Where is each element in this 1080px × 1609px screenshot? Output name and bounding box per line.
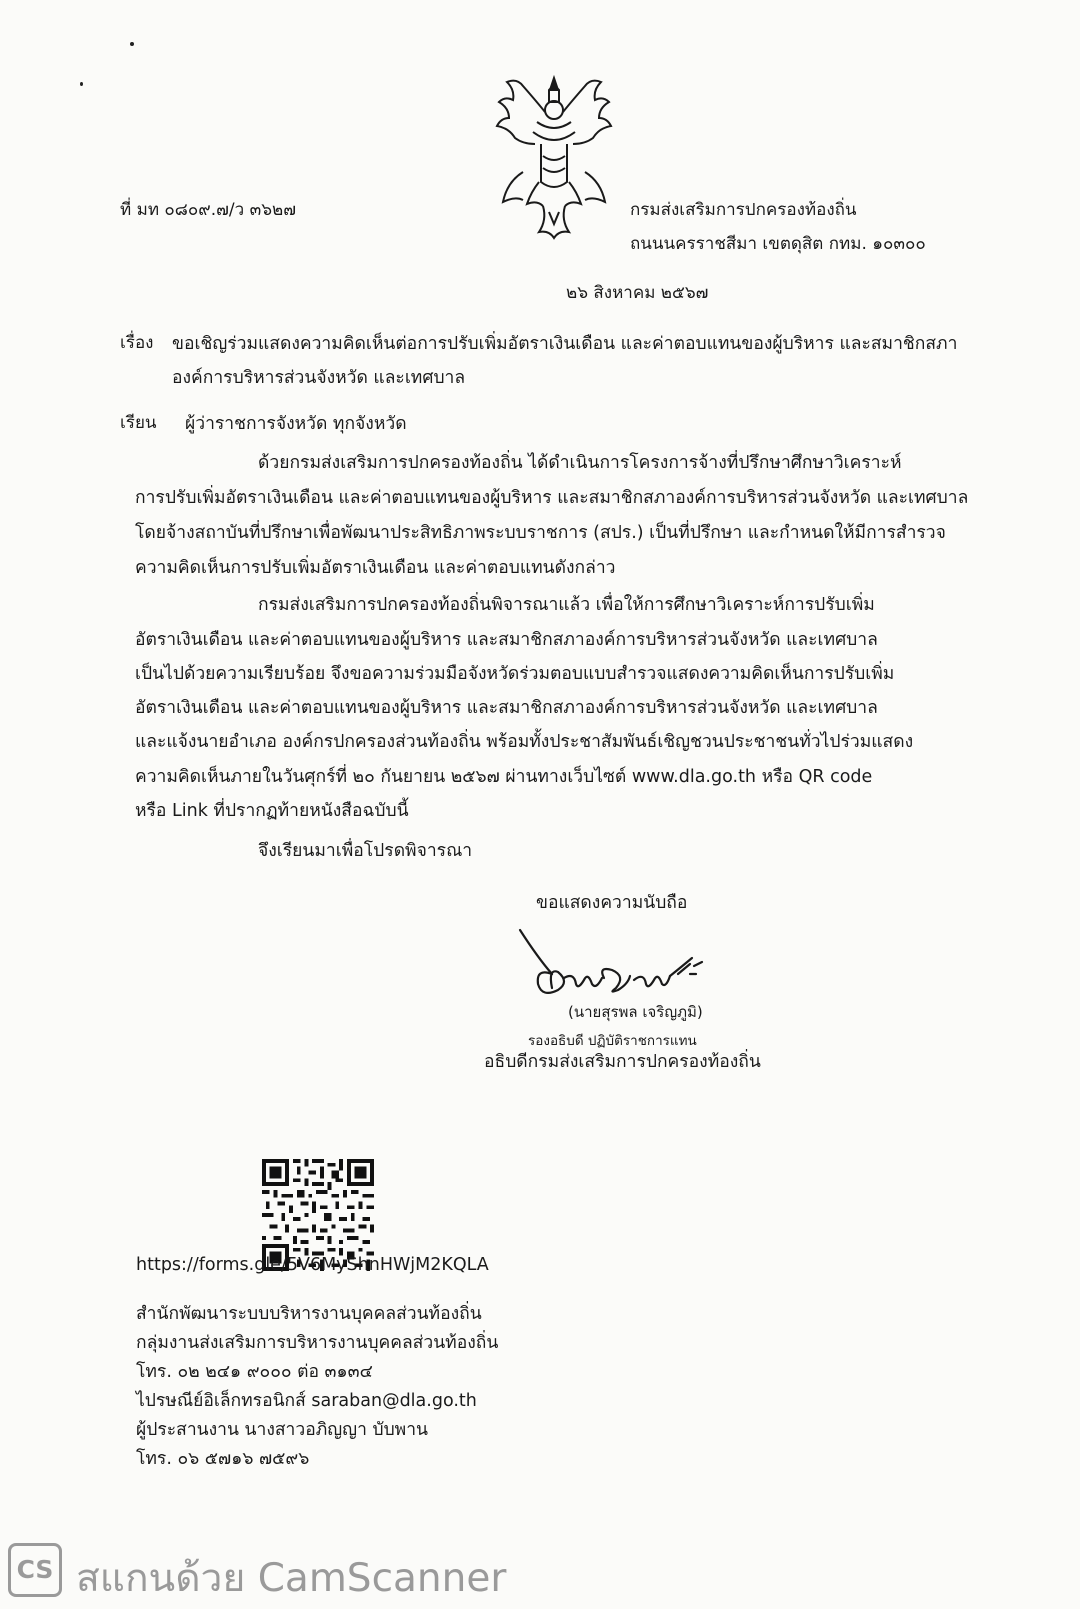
contact-line: ไปรษณีย์อิเล็กทรอนิกส์ saraban@dla.go.th: [136, 1391, 477, 1411]
handwritten-signature: [518, 928, 708, 1008]
body-paragraph-2-line: ความคิดเห็นภายในวันศุกร์ที่ ๒๐ กันยายน ๒๕๖๗ ผ่านทางเว็บไซต์ www.dla.go.th หรือ QR code: [135, 767, 873, 787]
organization-address: ถนนนครราชสีมา เขตดุสิต กทม. ๑๐๓๐๐: [630, 234, 926, 254]
contact-line: กลุ่มงานส่งเสริมการบริหารงานบุคคลส่วนท้องถิ่น: [136, 1333, 499, 1353]
scan-speck: [130, 42, 134, 46]
document-date: ๒๖ สิงหาคม ๒๕๖๗: [566, 283, 709, 303]
signer-acting-title: รองอธิบดี ปฏิบัติราชการแทน: [528, 1033, 697, 1049]
body-paragraph-1-line: ด้วยกรมส่งเสริมการปกครองท้องถิ่น ได้ดำเนินการโครงการจ้างที่ปรึกษาศึกษาวิเคราะห์: [258, 453, 902, 473]
signer-title: อธิบดีกรมส่งเสริมการปกครองท้องถิ่น: [484, 1052, 761, 1072]
contact-line: โทร. ๐๖ ๕๗๑๖ ๗๕๙๖: [136, 1449, 310, 1469]
scan-speck: [80, 82, 83, 86]
body-paragraph-1-line: ความคิดเห็นการปรับเพิ่มอัตราเงินเดือน และค่าตอบแทนดังกล่าว: [135, 558, 616, 578]
body-paragraph-2-line: อัตราเงินเดือน และค่าตอบแทนของผู้บริหาร และสมาชิกสภาองค์การบริหารส่วนจังหวัด และเทศบาล: [135, 698, 878, 718]
recipient-label: เรียน: [120, 413, 157, 433]
contact-line: สำนักพัฒนาระบบบริหารงานบุคคลส่วนท้องถิ่น: [136, 1304, 482, 1324]
form-link[interactable]: https://forms.gle/5V6MyShnHWjM2KQLA: [136, 1255, 489, 1275]
organization-name: กรมส่งเสริมการปกครองท้องถิ่น: [630, 200, 857, 220]
document-number: ที่ มท ๐๘๐๙.๗/ว ๓๖๒๗: [120, 200, 297, 220]
body-paragraph-1-line: การปรับเพิ่มอัตราเงินเดือน และค่าตอบแทนของผู้บริหาร และสมาชิกสภาองค์การบริหารส่วนจังหวัด และเทศบาล: [135, 488, 969, 508]
salutation: ขอแสดงความนับถือ: [536, 893, 688, 913]
body-paragraph-2-line: เป็นไปด้วยความเรียบร้อย จึงขอความร่วมมือจังหวัดร่วมตอบแบบสำรวจแสดงความคิดเห็นการปรับเพิ่ม: [135, 664, 895, 684]
camscanner-watermark-text: สแกนด้วย CamScanner: [76, 1556, 507, 1601]
garuda-emblem: [493, 72, 615, 242]
subject-line-2: องค์การบริหารส่วนจังหวัด และเทศบาล: [172, 368, 466, 388]
body-paragraph-1-line: โดยจ้างสถาบันที่ปรึกษาเพื่อพัฒนาประสิทธิภาพระบบราชการ (สปร.) เป็นที่ปรึกษา และกำหนดให้มีการสำรวจ: [135, 523, 946, 543]
camscanner-logo: CS: [8, 1543, 62, 1597]
signer-name: (นายสุรพล เจริญภูมิ): [568, 1003, 703, 1021]
body-paragraph-2-line: และแจ้งนายอำเภอ องค์กรปกครองส่วนท้องถิ่น พร้อมทั้งประชาสัมพันธ์เชิญชวนประชาชนทั่วไปร่วมแสดง: [135, 732, 914, 752]
subject-line-1: ขอเชิญร่วมแสดงความคิดเห็นต่อการปรับเพิ่มอัตราเงินเดือน และค่าตอบแทนของผู้บริหาร และสมาชิกสภา: [172, 334, 958, 354]
body-paragraph-2-line: หรือ Link ที่ปรากฏท้ายหนังสือฉบับนี้: [135, 801, 409, 821]
contact-line: ผู้ประสานงาน นางสาวอภิญญา บับพาน: [136, 1420, 428, 1440]
subject-label: เรื่อง: [120, 333, 154, 353]
body-paragraph-2-line: กรมส่งเสริมการปกครองท้องถิ่นพิจารณาแล้ว เพื่อให้การศึกษาวิเคราะห์การปรับเพิ่ม: [258, 595, 875, 615]
body-paragraph-2-line: อัตราเงินเดือน และค่าตอบแทนของผู้บริหาร และสมาชิกสภาองค์การบริหารส่วนจังหวัด และเทศบาล: [135, 630, 878, 650]
contact-line: โทร. ๐๒ ๒๔๑ ๙๐๐๐ ต่อ ๓๑๓๔: [136, 1362, 373, 1382]
recipient-text: ผู้ว่าราชการจังหวัด ทุกจังหวัด: [185, 414, 407, 434]
closing-request: จึงเรียนมาเพื่อโปรดพิจารณา: [258, 841, 473, 861]
